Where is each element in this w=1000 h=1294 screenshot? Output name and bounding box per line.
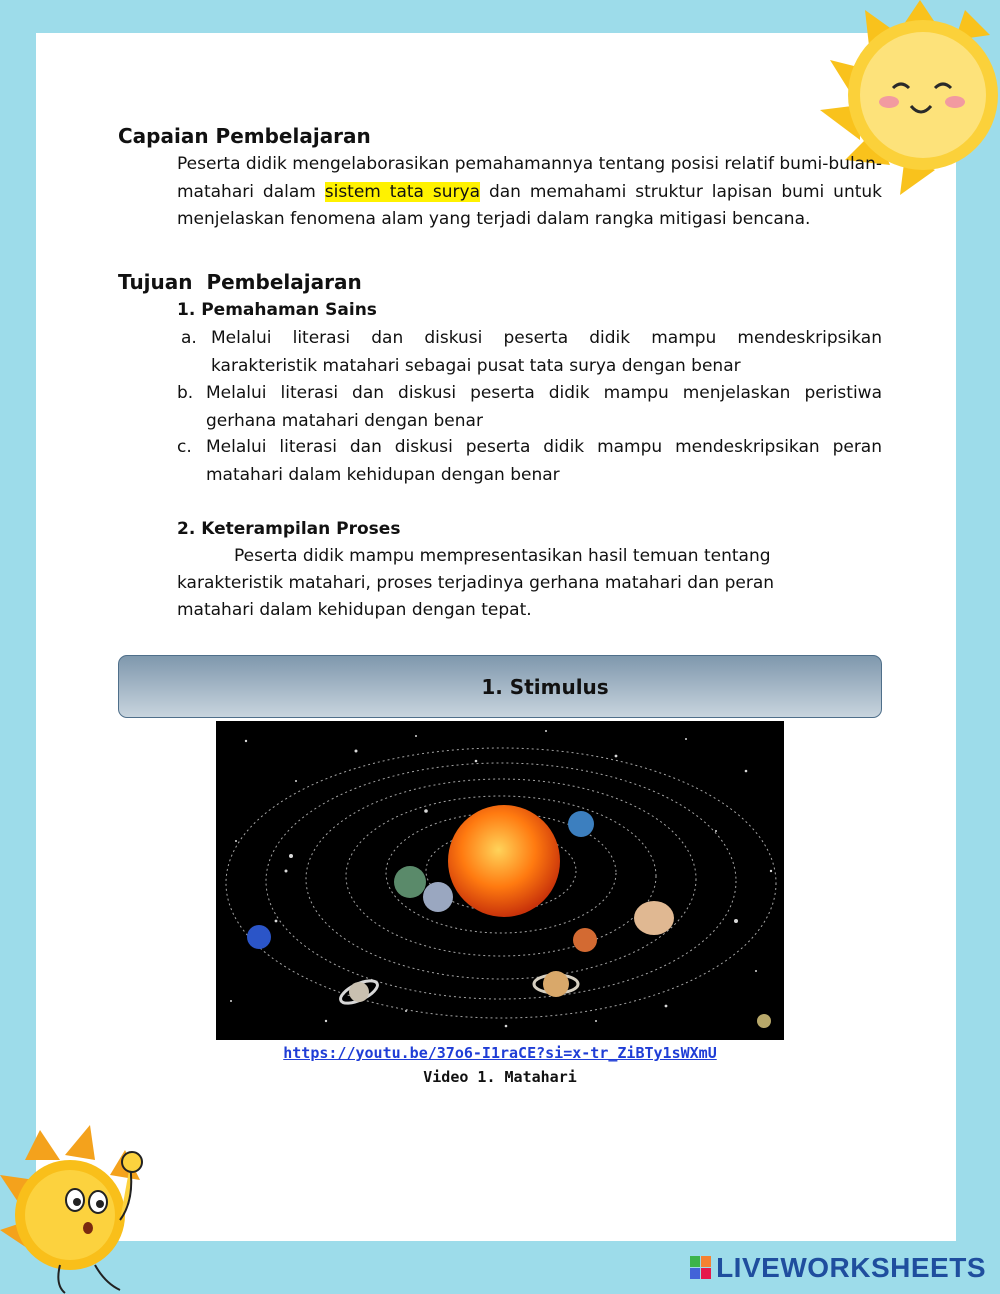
tujuan-heading: Tujuan Pembelajaran [118, 270, 362, 294]
list-marker: b. [177, 383, 194, 403]
brand-text: LIVEWORKSHEETS [716, 1252, 986, 1283]
list-item-text: Melalui literasi dan diskusi peserta didik mampu mendeskripsikan karakteristik matahari sebagai pusat tata surya dengan benar [211, 328, 882, 376]
keterampilan-proses-title: 2. Keterampilan Proses [177, 519, 401, 539]
capaian-heading: Capaian Pembelajaran [118, 124, 371, 148]
stimulus-label: 1. Stimulus [481, 674, 609, 699]
capaian-paragraph [177, 151, 882, 234]
video-link[interactable]: https://youtu.be/37o6-I1raCE?si=x-tr_ZiBTy1sWXmU [283, 1044, 717, 1062]
highlight-sistem-tata-surya: sistem tata surya [324, 181, 481, 202]
pemahaman-sains-title: 1. Pemahaman Sains [177, 300, 377, 320]
list-item-a [181, 325, 882, 380]
keterampilan-line-2: karakteristik matahari, proses terjadinya gerhana matahari dan peran [177, 573, 775, 593]
sun-mascot-icon [0, 1120, 160, 1294]
capaian-text-after: dan memahami struktur lapisan bumi untuk menjelaskan fenomena alam yang terjadi dalam rangka mitigasi bencana. [177, 181, 883, 229]
list-item-text: Melalui literasi dan diskusi peserta didik mampu mendeskripsikan peran matahari dalam kehidupan dengan benar [206, 437, 882, 485]
liveworksheets-logo-icon [690, 1256, 712, 1280]
keterampilan-line-1: Peserta didik mampu mempresentasikan hasil temuan tentang [234, 546, 771, 566]
list-marker: c. [177, 437, 192, 457]
list-item-b [177, 380, 882, 435]
liveworksheets-brand[interactable] [690, 1253, 986, 1283]
video-thumbnail[interactable] [216, 721, 784, 1040]
list-marker: a. [181, 328, 197, 348]
stimulus-header [118, 655, 882, 718]
list-item-text: Melalui literasi dan diskusi peserta didik mampu menjelaskan peristiwa gerhana matahari dengan benar [206, 383, 882, 431]
video-caption: Video 1. Matahari [423, 1068, 577, 1086]
keterampilan-line-3: matahari dalam kehidupan dengan tepat. [177, 600, 532, 620]
capaian-text-before: Peserta didik mengelaborasikan pemahamannya tentang posisi relatif bumi-bulan-matahari dalam [177, 154, 882, 202]
solar-system-image [216, 721, 784, 1040]
list-item-c [177, 434, 882, 489]
